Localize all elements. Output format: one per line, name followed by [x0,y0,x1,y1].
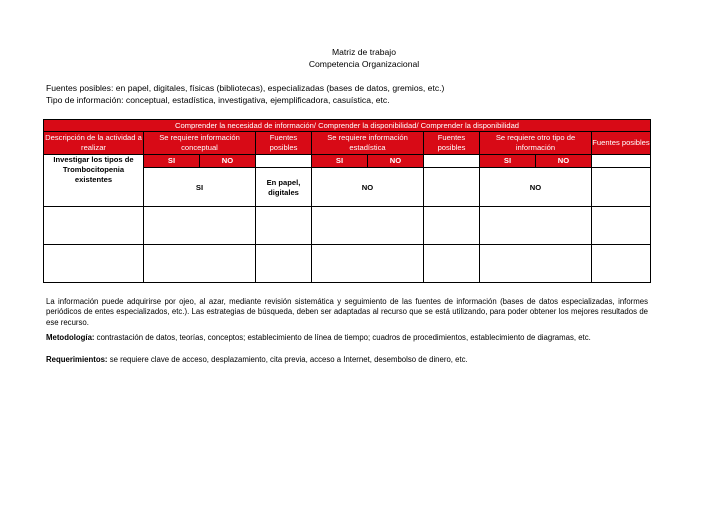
requerimientos-text: se requiere clave de acceso, desplazamiento, cita previa, acceso a Internet, desembolso de dinero, etc. [107,355,468,364]
no-label-conceptual: NO [200,155,256,168]
empty-cell[interactable] [424,155,480,168]
header-fuentes-2: Fuentes posibles [424,132,480,155]
empty-cell[interactable] [424,245,480,283]
header-estadistica: Se requiere información estadística [312,132,424,155]
fuentes-posibles-text: Fuentes posibles: en papel, digitales, físicas (bibliotecas), especializadas (bases de datos, gremios, etc.) [46,83,445,93]
empty-cell[interactable] [592,245,651,283]
empty-cell[interactable] [312,207,424,245]
otro-value[interactable]: NO [480,168,592,207]
page-title: Matriz de trabajo [331,47,396,57]
si-label-estadistica: SI [312,155,368,168]
empty-cell[interactable] [256,155,312,168]
actividad-cell[interactable]: Investigar los tipos de Trombocitopenia existentes [44,155,144,207]
header-otro: Se requiere otro tipo de información [480,132,592,155]
table-banner: Comprender la necesidad de información/ Comprender la disponibilidad/ Comprender la disponibilidad [44,120,651,132]
fuentes-1-value[interactable]: En papel, digitales [256,168,312,207]
estadistica-value[interactable]: NO [312,168,424,207]
no-label-estadistica: NO [368,155,424,168]
conceptual-value[interactable]: SI [144,168,256,207]
table-row [44,207,651,245]
empty-cell[interactable] [44,245,144,283]
header-fuentes-1: Fuentes posibles [256,132,312,155]
no-label-otro: NO [536,155,592,168]
info-paragraph: La información puede adquirirse por ojeo, al azar, mediante revisión sistemática y seguimiento de las fuentes de información (bases de datos especializadas, informes periódicos de entes especializados, etc.). Las estrategias de búsqueda, deben ser adaptadas al recurso que se está utilizando, para poder obtener los mejores resultados de ese recurso. [46,297,648,327]
empty-cell[interactable] [312,245,424,283]
empty-cell[interactable] [592,155,651,168]
metodologia-text: contrastación de datos, teorías, conceptos; establecimiento de línea de tiempo; cuadros de procedimientos, establecimiento de diagramas, etc. [94,333,591,342]
table-row [44,245,651,283]
header-fuentes-3: Fuentes posibles [592,132,651,155]
empty-cell[interactable] [424,207,480,245]
empty-cell[interactable] [480,207,592,245]
page-subtitle: Competencia Organizacional [308,59,420,69]
empty-cell[interactable] [592,207,651,245]
si-label-conceptual: SI [144,155,200,168]
empty-cell[interactable] [256,245,312,283]
empty-cell[interactable] [256,207,312,245]
requerimientos-label: Requerimientos: [46,355,108,364]
metodologia-paragraph [46,333,648,343]
empty-cell[interactable] [480,245,592,283]
requerimientos-paragraph [46,355,648,365]
metodologia-label: Metodología: [46,333,95,342]
fuentes-3-value[interactable] [592,168,651,207]
empty-cell[interactable] [144,245,256,283]
empty-cell[interactable] [44,207,144,245]
tipo-informacion-text: Tipo de información: conceptual, estadística, investigativa, ejemplificadora, casuística, etc. [46,95,390,105]
empty-cell[interactable] [144,207,256,245]
header-conceptual: Se requiere información conceptual [144,132,256,155]
work-matrix-table [43,119,651,283]
header-descripcion: Descripción de la actividad a realizar [44,132,144,155]
fuentes-2-value[interactable] [424,168,480,207]
si-label-otro: SI [480,155,536,168]
